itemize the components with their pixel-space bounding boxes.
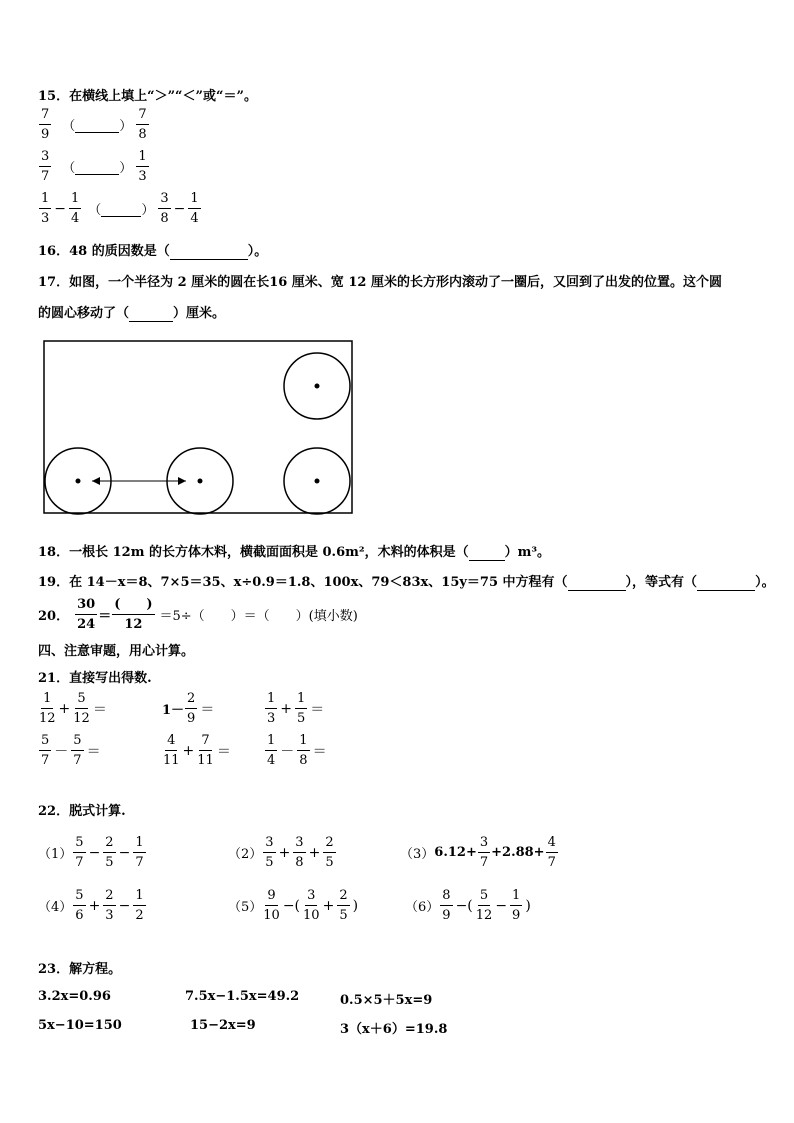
q18: 18．一根长 12m 的长方体木料，横截面面积是 0.6m²，木料的体积是（ ）m³。 bbox=[38, 545, 551, 560]
q21-item: 1－ $\frac{2}{9}$ ＝ bbox=[162, 691, 215, 726]
rectangle-outline bbox=[44, 341, 352, 513]
q21-item: $\frac{1}{4}$ － $\frac{1}{8}$ ＝ bbox=[267, 733, 327, 768]
q23-equation: 5x−10=150 bbox=[38, 1018, 122, 1033]
q20: 20． $\frac{30}{24}$ ＝ $\frac{( )}{12}$ ＝5÷（ ）＝（ ）(填小数) bbox=[38, 597, 358, 632]
arrow-head-left bbox=[92, 477, 100, 485]
center-dot bbox=[315, 384, 320, 389]
q19: 19．在 14－x＝8、7×5＝35、x÷0.9＝1.8、100x、79＜83x、15y＝75 中方程有（ ），等式有（ ）。 bbox=[38, 575, 775, 590]
q17-line2: 的圆心移动了（ ）厘米。 bbox=[38, 306, 226, 321]
q18-blank[interactable] bbox=[469, 545, 505, 561]
q16-blank[interactable] bbox=[170, 244, 248, 260]
q15-row1: $\frac{7}{9}$ （ ） $\frac{7}{8}$ bbox=[41, 107, 147, 142]
q15-blank-1[interactable] bbox=[75, 117, 119, 133]
center-dot bbox=[315, 479, 320, 484]
q17-line1: 17．如图，一个半径为 2 厘米的圆在长16 厘米、宽 12 厘米的长方形内滚动了一圈后，又回到了出发的位置。这个圆 bbox=[38, 275, 722, 290]
q23-equation: 7.5x−1.5x=49.2 bbox=[185, 989, 300, 1004]
q21-title: 21．直接写出得数. bbox=[38, 671, 152, 686]
q22-problem-1: （1） $\frac{5}{7}$ − $\frac{2}{5}$ − $\frac{1}{7}$ bbox=[38, 835, 144, 870]
q23-equation: 3（x＋6）=19.8 bbox=[340, 1022, 448, 1037]
section-heading: 四、注意审题，用心计算。 bbox=[38, 644, 195, 659]
q15-blank-3[interactable] bbox=[101, 201, 141, 217]
q15-row2: $\frac{3}{7}$ （ ） $\frac{1}{3}$ bbox=[41, 149, 147, 184]
q17-blank[interactable] bbox=[129, 306, 173, 322]
q22-problem-3: （3） 6.12+ $\frac{3}{7}$ +2.88+ $\frac{4}{7}$ bbox=[400, 835, 556, 870]
q22-title: 22．脱式计算. bbox=[38, 804, 126, 819]
q16: 16．48 的质因数是（ ）。 bbox=[38, 244, 268, 259]
q21-item: $\frac{4}{11}$ + $\frac{7}{11}$ ＝ bbox=[163, 733, 231, 768]
center-dot bbox=[198, 479, 203, 484]
q23-title: 23．解方程。 bbox=[38, 962, 122, 977]
q23-equation: 0.5×5＋5x=9 bbox=[340, 993, 433, 1008]
q22-problem-6: （6） $\frac{8}{9}$ −( $\frac{5}{12}$ − $\frac{1}{9}$ ) bbox=[405, 888, 531, 923]
q19-blank-1[interactable] bbox=[568, 575, 626, 591]
q15-title: 15．在横线上填上“＞”“＜”或“＝”。 bbox=[38, 89, 257, 104]
q21-item: $\frac{1}{3}$ + $\frac{1}{5}$ ＝ bbox=[267, 691, 325, 726]
q20-blank[interactable]: ( ) bbox=[112, 598, 154, 615]
q15-row3: $\frac{1}{3}$ − $\frac{1}{4}$ （ ） $\frac{3}{8}$ − $\frac{1}{4}$ bbox=[41, 191, 199, 226]
q22-problem-4: （4） $\frac{5}{6}$ + $\frac{2}{3}$ − $\frac{1}{2}$ bbox=[38, 888, 144, 923]
q21-item: $\frac{5}{7}$ － $\frac{5}{7}$ ＝ bbox=[41, 733, 101, 768]
arrow-head-right bbox=[178, 477, 186, 485]
q22-problem-5: （5） $\frac{9}{10}$ −( $\frac{3}{10}$ + $\frac{2}{5}$ ) bbox=[228, 888, 359, 923]
q15-blank-2[interactable] bbox=[75, 159, 119, 175]
q21-item: $\frac{1}{12}$ + $\frac{5}{12}$ ＝ bbox=[39, 691, 107, 726]
q23-equation: 15−2x=9 bbox=[190, 1018, 256, 1033]
center-dot bbox=[76, 479, 81, 484]
q23-equation: 3.2x=0.96 bbox=[38, 989, 111, 1004]
q19-blank-2[interactable] bbox=[697, 575, 755, 591]
q22-problem-2: （2） $\frac{3}{5}$ + $\frac{3}{8}$ + $\frac{2}{5}$ bbox=[228, 835, 334, 870]
rectangle-circles-figure bbox=[40, 338, 356, 518]
